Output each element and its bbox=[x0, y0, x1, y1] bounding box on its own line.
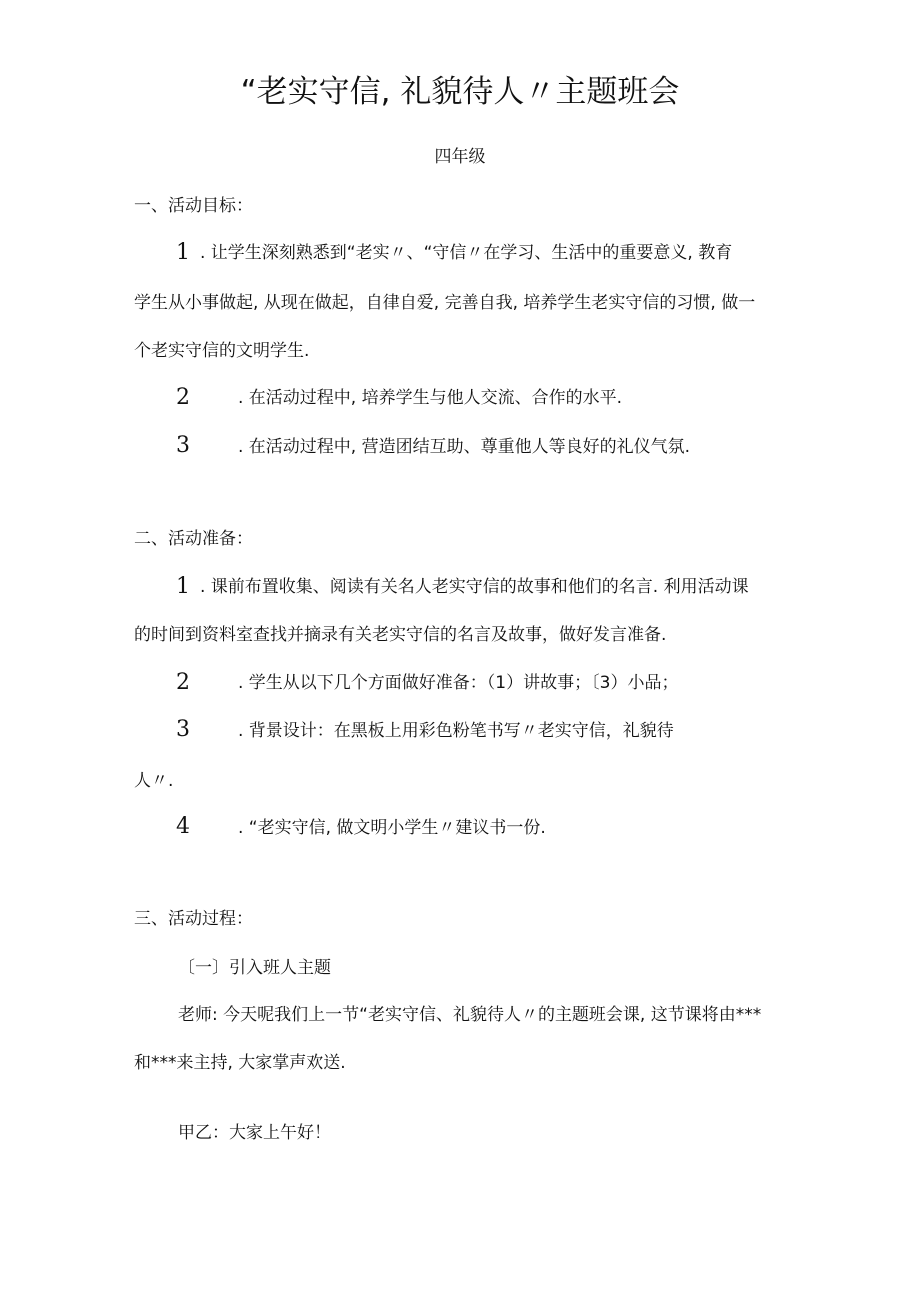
goal-item-1-line-3: 个老实守信的文明学生. bbox=[134, 341, 310, 361]
prep-item-1-line-1: . 课前布置收集、阅读有关名人老实守信的故事和他们的名言. 利用活动课 bbox=[200, 577, 749, 597]
prep-item-3-line-2: 人〃. bbox=[134, 771, 174, 791]
prep-item-4-text: . “老实守信, 做文明小学生〃建议书一份. bbox=[238, 818, 546, 838]
goal-item-1-number: 1 bbox=[176, 240, 190, 265]
goal-item-2-text: . 在活动过程中, 培养学生与他人交流、合作的水平. bbox=[238, 388, 623, 408]
goal-item-3-number: 3 bbox=[176, 433, 190, 458]
prep-item-2-text: . 学生从以下几个方面做好准备：（1）讲故事；〔3）小品； bbox=[238, 673, 679, 693]
prep-item-1-line-2: 的时间到资料室查找并摘录有关老实守信的名言及故事，做好发言准备. bbox=[134, 625, 667, 645]
prep-item-3-line-1: . 背景设计：在黑板上用彩色粉笔书写〃老实守信，礼貌待 bbox=[238, 721, 674, 741]
goal-item-1-line-2: 学生从小事做起, 从现在做起，自律自爱, 完善自我, 培养学生老实守信的习惯, 做一 bbox=[134, 293, 756, 313]
process-subheading-1: 〔一〕引入班人主题 bbox=[178, 958, 331, 978]
section-heading-process: 三、活动过程： bbox=[134, 909, 253, 929]
section-heading-goals: 一、活动目标： bbox=[134, 196, 253, 216]
prep-item-1-number: 1 bbox=[176, 574, 190, 599]
prep-item-3-number: 3 bbox=[176, 717, 190, 742]
prep-item-2-number: 2 bbox=[176, 670, 190, 695]
grade-label: 四年级 bbox=[434, 147, 486, 167]
teacher-line-1: 老师: 今天呢我们上一节“老实守信、礼貌待人〃的主题班会课, 这节课将由*** bbox=[178, 1005, 762, 1025]
section-heading-preparation: 二、活动准备： bbox=[134, 529, 253, 549]
goal-item-3-text: . 在活动过程中, 营造团结互助、尊重他人等良好的礼仪气氛. bbox=[238, 437, 691, 457]
goal-item-1-line-1: . 让学生深刻熟悉到“老实〃、“守信〃在学习、生活中的重要意义, 教育 bbox=[200, 243, 733, 263]
greeting-line: 甲乙：大家上午好！ bbox=[178, 1123, 331, 1143]
teacher-line-2: 和***来主持, 大家掌声欢送. bbox=[134, 1053, 346, 1073]
prep-item-4-number: 4 bbox=[176, 814, 190, 839]
goal-item-2-number: 2 bbox=[176, 385, 190, 410]
page-title: “老实守信, 礼貌待人〃主题班会 bbox=[240, 74, 680, 110]
